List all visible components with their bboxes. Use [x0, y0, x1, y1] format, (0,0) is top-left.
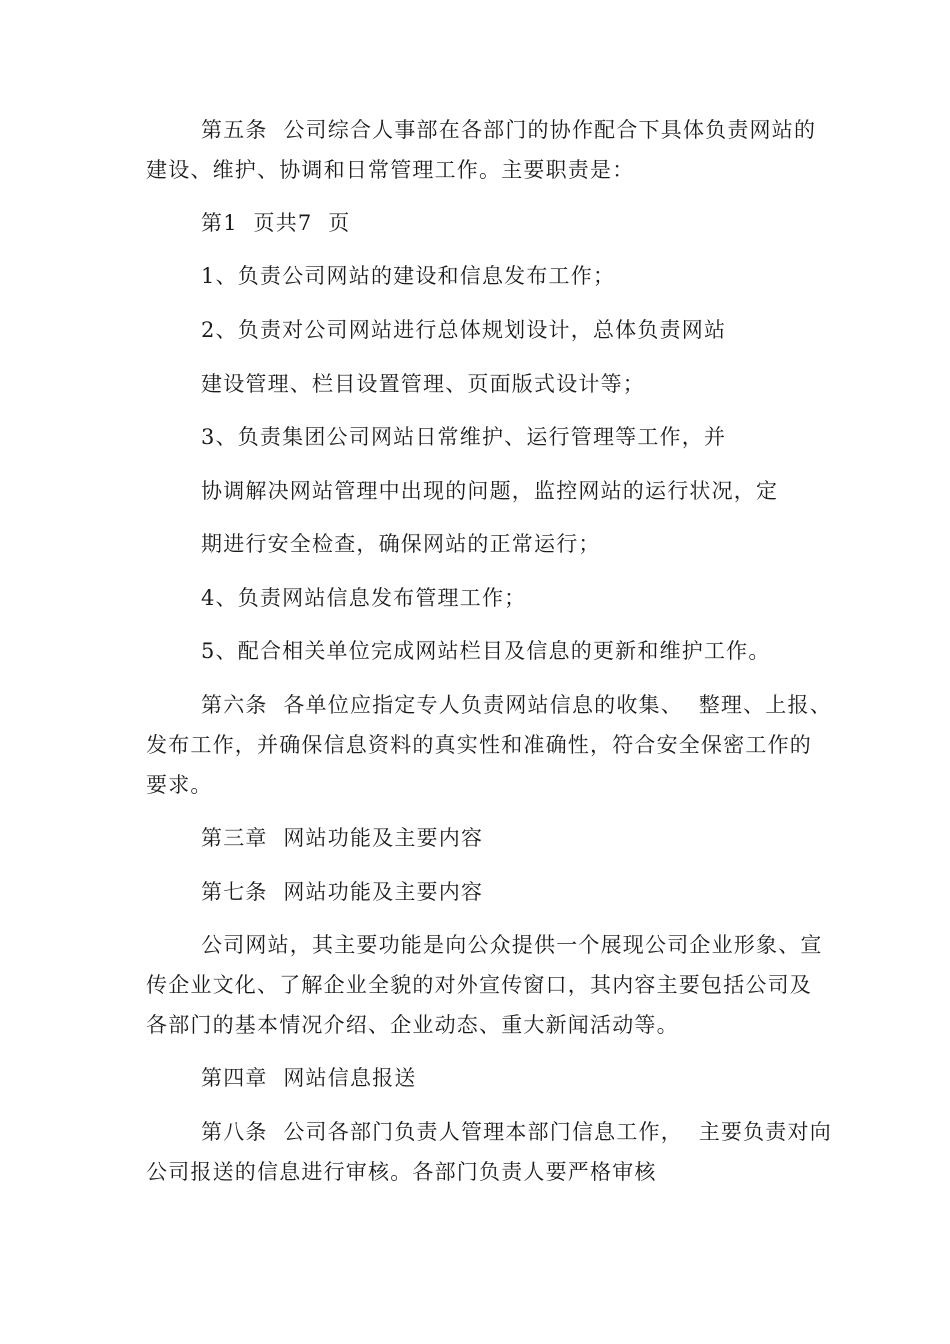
list-item-2: 2、负责对公司网站进行总体规划设计，总体负责网站 [201, 318, 727, 342]
paragraph-line: 公司报送的信息进行审核。各部门负责人要严格审核 [146, 1160, 657, 1184]
list-item-3-continued: 协调解决网站管理中出现的问题，监控网站的运行状况，定 [201, 479, 779, 503]
paragraph-line: 要求。 [146, 773, 213, 797]
list-item-3-continued: 期进行安全检查，确保网站的正常运行； [201, 532, 601, 556]
list-item-2-continued: 建设管理、栏目设置管理、页面版式设计等； [201, 372, 645, 396]
article-6-heading-line: 第六条 各单位应指定专人负责网站信息的收集、 整理、上报、 [201, 693, 832, 717]
paragraph-line: 公司网站，其主要功能是向公众提供一个展现公司企业形象、宣 [201, 933, 823, 957]
article-5-heading-line: 第五条 公司综合人事部在各部门的协作配合下具体负责网站的 [201, 118, 817, 142]
chapter-4-heading: 第四章 网站信息报送 [201, 1066, 417, 1090]
paragraph-line: 建设、维护、协调和日常管理工作。主要职责是： [146, 158, 635, 182]
paragraph-line: 各部门的基本情况介绍、企业动态、重大新闻活动等。 [146, 1013, 679, 1037]
list-item-5: 5、配合相关单位完成网站栏目及信息的更新和维护工作。 [201, 639, 771, 663]
paragraph-line: 传企业文化、了解企业全貌的对外宣传窗口，其内容主要包括公司及 [146, 973, 812, 997]
list-item-1: 1、负责公司网站的建设和信息发布工作； [201, 264, 616, 288]
article-8-heading-line: 第八条 公司各部门负责人管理本部门信息工作， 主要负责对向 [201, 1120, 832, 1144]
list-item-3: 3、负责集团公司网站日常维护、运行管理等工作，并 [201, 425, 727, 449]
paragraph-line: 发布工作，并确保信息资料的真实性和准确性，符合安全保密工作的 [146, 733, 812, 757]
page-number-footer: 第1 页共7 页 [201, 211, 351, 235]
chapter-3-heading: 第三章 网站功能及主要内容 [201, 826, 484, 850]
article-7-heading: 第七条 网站功能及主要内容 [201, 880, 484, 904]
list-item-4: 4、负责网站信息发布管理工作； [201, 586, 527, 610]
